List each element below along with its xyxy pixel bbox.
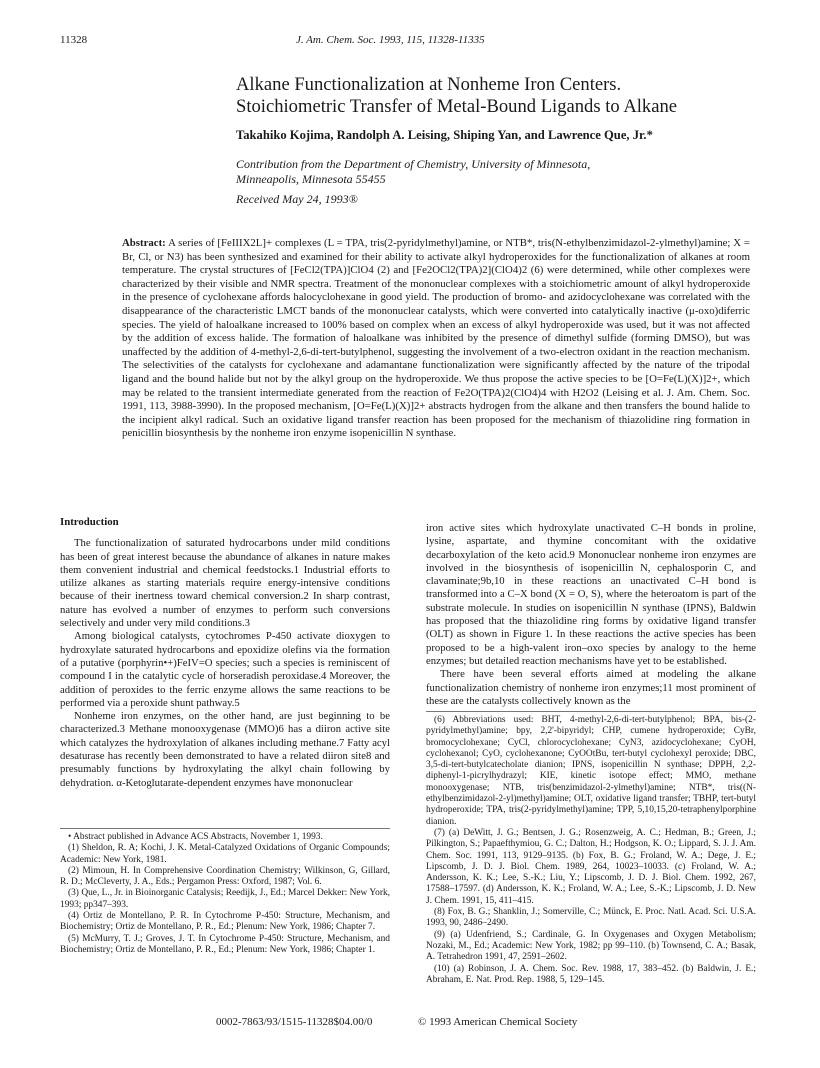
abstract-text: A series of [FeIIIX2L]+ complexes (L = TPA, tris(2-pyridylmethyl)amine, or NTB*, tris(N-ethylbenzimidazol-2-ylmethyl)amine; X = Br, Cl, or N3) has been synthesized and examined for their ability to activate alkyl hydroperoxides for the functionalization of alkanes at room temperature. The crystal structures of [FeCl2(TPA)]ClO4 (2) and [Fe2OCl2(TPA)2](ClO4)2 (6) were determined, while other complexes were characterized by their visible and NMR spectra. Treatment of the mononuclear complexes with a stoichiometric amount of alkyl hydroperoxide in the presence of cyclohexane affords halocyclohexane in good yield. The production of bromo- and azidocyclohexane was correlated with the disappearance of the characteristic LMCT bands of the mononuclear catalysts, which were converted into catalytically inactive (μ-oxo)diferric species. The yield of haloalkane increased to 100% based on complex when an excess of alkyl hydroperoxide was used, but it was not affected by the addition of excess halide. The formation of haloalkane was inhibited by the presence of dimethyl sulfide (forming DMSO), but was unaffected by the addition of 4-methyl-2,6-di-tert-butylphenol, suggesting the involvement of a two-electron oxidant in the reaction mechanism. The selectivities of the catalysts for cyclohexane and adamantane functionalization were significantly affected by the nature of the tripodal ligand and the bound halide but not by the alkyl group on the hydroperoxide. We thus propose the active species to be [O=Fe(L)(X)]2+, which may be related to the transient intermediate generated from the reaction of Fe2O(TPA)2(ClO4)4 with H2O2 (Leising et al. J. Am. Chem. Soc. 1991, 113, 3988-3990). In the proposed mechanism, [O=Fe(L)(X)]2+ abstracts hydrogen from the alkane and then transfers the bound halide to the incipient alkyl radical. Such an oxidative ligand transfer reaction has been proposed for the mechanism of thiazolidine ring formation in penicillin biosynthesis by the nonheme iron enzyme isopenicillin N synthase. [122,237,750,440]
article-code: 0002-7863/93/1515-11328$04.00/0 [216,1016,373,1028]
page-footer [0,1016,820,1032]
footnotes-left [60,828,390,956]
footnote: • Abstract published in Advance ACS Abstracts, November 1, 1993. [68,832,323,842]
abstract [122,237,750,441]
footnote: (2) Mimoun, H. In Comprehensive Coordination Chemistry; Wilkinson, G, Gillard, R. D.; McCleverty, J. A., Eds.; Pergamon Press: Oxford, 1987; Vol. 6. [60,865,390,888]
affiliation-line-1: Contribution from the Department of Chemistry, University of Minnesota, [236,157,591,171]
journal-citation: J. Am. Chem. Soc. 1993, 115, 11328-11335 [296,34,485,46]
author-list: Takahiko Kojima, Randolph A. Leising, Shiping Yan, and Lawrence Que, Jr.* [236,128,653,142]
footnote: (3) Que, L., Jr. in Bioinorganic Catalysis; Reedijk, J., Ed.; Marcel Dekker: New York, 1993; pp347–393. [60,888,390,910]
left-column [60,516,390,790]
received-date: Received May 24, 1993® [236,192,358,206]
running-header [60,34,768,50]
footnote: (10) (a) Robinson, J. A. Chem. Soc. Rev. 1988, 17, 383–452. (b) Baldwin, J. E.; Abraham, E. Nat. Prod. Rep. 1988, 5, 129–145. [426,963,756,985]
intro-paragraph-3: Nonheme iron enzymes, on the other hand, are just beginning to be characterized.3 Methane monooxygenase (MMO)6 has a diiron active site which catalyzes the hydroxylation of alkanes including methane.7 Fatty acyl desaturase has recently been demonstrated to have a related diiron site8 and presumably functions by hydroxylating the alkyl chain following by dehydration. α-Ketoglutarate-dependent enzymes have mononuclear [60,710,390,789]
affiliation-line-2: Minneapolis, Minnesota 55455 [236,172,386,186]
footnotes-right [426,711,756,986]
intro-paragraph-4: iron active sites which hydroxylate unactivated C–H bonds in proline, lysine, aspartate, and thymine concomitant with the oxidative decarboxylation of the keto acid.9 Mononuclear nonheme iron enzymes are involved in the biosynthesis of isopenicillin N, cephalosporin C, and clavaminate;9b,10 in these reactions an unactivated C–H bond is transformed into a C–X bond (X = O, S), where the heteroatom is part of the substrate molecule. In studies on isopenicillin N synthase (IPNS), Baldwin has proposed that the thiazolidine ring forms by oxidative ligand transfer (OLT) as shown in Figure 1. In these reactions the active species has been proposed to be a high-valent iron–oxo species by analogy to the heme enzymes; but detailed reaction mechanisms have yet to be established. [426,522,756,667]
footnote: (4) Ortiz de Montellano, P. R. In Cytochrome P-450: Structure, Mechanism, and Biochemistry; Ortiz de Montellano, P. R., Ed.; Plenum: New York, 1986; Chapter 7. [60,911,390,933]
copyright-notice: © 1993 American Chemical Society [418,1016,578,1028]
intro-paragraph-2: Among biological catalysts, cytochromes P-450 activate dioxygen to hydroxylate saturated hydrocarbons and epoxidize olefins via the formation of a putative (porphyrin•+)FeIV=O species; such a species is reminiscent of compound I in the catalytic cycle of horseradish peroxidase.4 Moreover, the addition of peroxides to the ferric enzyme allows the same reactions to be performed via a peroxide shunt pathway.5 [60,630,390,709]
title-line-2: Stoichiometric Transfer of Metal-Bound Ligands to Alkane [236,96,678,117]
section-heading-introduction: Introduction [60,516,119,528]
article-title [236,74,776,118]
page-number: 11328 [60,34,88,46]
affiliation [236,157,590,187]
right-column [426,522,756,708]
footnote: (9) (a) Udenfriend, S.; Cardinale, G. In Oxygenases and Oxygen Metabolism; Nozaki, M., Ed.; Academic: New York, 1982; pp 99–110. (b) Townsend, C. A.; Basak, A. Tetrahedron 1991, 47, 2591–2602. [426,929,756,963]
footnote: (7) (a) DeWitt, J. G.; Bentsen, J. G.; Rosenzweig, A. C.; Hedman, B.; Green, J.; Pilkington, S.; Papaefthymiou, G. C.; Dalton, H.; Hodgson, K. O.; Lippard, S. J. J. Am. Chem. Soc. 1991, 113, 9129–9135. (b) Fox, B. G.; Froland, W. A.; Dege, J. E.; Lipscomb, J. D. J. Biol. Chem. 1989, 264, 10023–10033. (c) Froland, W. A.; Andersson, K. K.; Lee, S.-K.; Liu, Y.; Lipscomb, J. D. J. Biol. Chem. 1992, 267, 17588–17597. (d) Andersson, K. K.; Froland, W. A.; Lee, S.-K.; Lipscomb, J. D. New J. Chem. 1991, 15, 411–415. [426,827,756,906]
intro-paragraph-1: The functionalization of saturated hydrocarbons under mild conditions has been of great interest because the abundance of alkanes in nature makes them convenient industrial and chemical feedstocks.1 Industrial efforts to utilize alkanes as starting materials require energy-intensive conditions because of their inertness toward chemical conversion.2 In sharp contrast, nature has evolved a number of enzymes to perform such conversions selectively and under very mild conditions.3 [60,537,390,630]
footnote: (1) Sheldon, R. A; Kochi, J. K. Metal-Catalyzed Oxidations of Organic Compounds; Academic: New York, 1981. [60,843,390,865]
footnote: (5) McMurry, T. J.; Groves, J. T. In Cytochrome P-450: Structure, Mechanism, and Biochemistry; Ortiz de Montellano, P. R., Ed.; Plenum: New York, 1986; Chapter 1. [60,933,390,955]
title-line-1: Alkane Functionalization at Nonheme Iron Centers. [236,74,622,95]
intro-paragraph-5: There have been several efforts aimed at modeling the alkane functionalization chemistry of nonheme iron enzymes;11 most prominent of these are the catalysts collectively known as the [426,668,756,707]
footnote: (6) Abbreviations used: BHT, 4-methyl-2,6-di-tert-butylphenol; BPA, bis-(2-pyridylmethyl)amine; bpy, 2,2'-bipyridyl; CHP, cumene hydroperoxide; CyBr, bromocyclohexane; CyCl, chlorocyclohexane; CyN3, azidocyclohexane; CyOH, cyclohexanol; CyO, cyclohexanone; CyOOtBu, tert-butyl cyclohexyl peroxide; DBC, 3,5-di-tert-butylcatecholate dianion; IPNS, isopenicillin N synthase; DPPH, 2,2-diphenyl-1-picrylhydrazyl; KIE, kinetic isotope effect; MMO, methane monooxygenase; NTB, tris(benzimidazol-2-ylmethyl)amine; NTB*, tris((N-ethylbenzimidazol-2-yl)methyl)amine; OLT, oxidative ligand transfer; TBHP, tert-butyl hydroperoxide; TPA, tris(2-pyridylmethyl)amine; TPP, 5,10,15,20-tetraphenylporphine dianion. [426,715,756,827]
abstract-label: Abstract: [122,237,166,249]
footnote: (8) Fox, B. G.; Shanklin, J.; Somerville, C.; Münck, E. Proc. Natl. Acad. Sci. U.S.A. 1993, 90, 2486–2490. [426,907,756,929]
